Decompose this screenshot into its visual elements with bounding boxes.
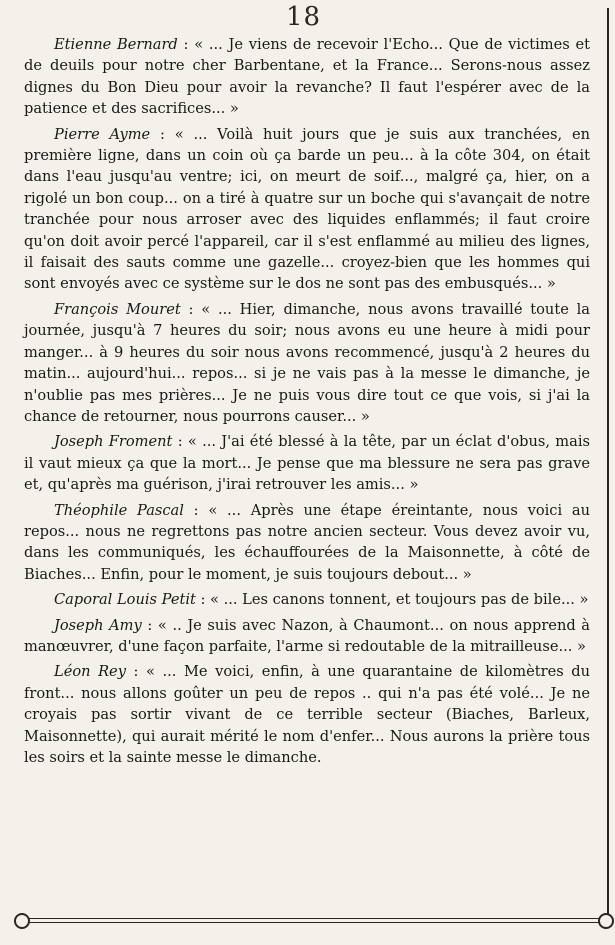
letter-entry [24,615,590,658]
corner-ornament-right [598,913,614,929]
letter-entry [24,661,590,768]
letter-text: : « ... Me voici, enfin, à une quarantaine de kilomètres du front... nous allons goûter un peu de repos .. qui n'a pas été volé... Je ne croyais pas sortir vivant de ce terrible secteur (Biaches, Barleux, Maisonnette), qui aurait mérité le nom d'enfer... Nous aurons la prière tous les soirs et la sainte messe le dimanche. [24,663,590,766]
letter-entry [24,500,590,586]
frame-border-right [607,8,609,920]
corner-ornament-left [14,913,30,929]
letters-excerpts [24,34,590,772]
page-number: 18 [286,2,322,32]
letter-text: : « ... Après une étape éreintante, nous voici au repos... nous ne regrettons pas notre ancien secteur. Vous devez avoir vu, dans les communiqués, les échauffourées de la Maisonnette, à côté de Biaches... Enfin, pour le moment, je suis toujours debout... » [24,501,590,583]
author-name: Pierre Ayme [54,125,151,143]
letter-entry [24,589,590,610]
author-name: Léon Rey [54,663,126,681]
letter-text: : « ... Je viens de recevoir l'Echo... Que de victimes et de deuils pour notre cher Barbentane, et la France... Serons-nous assez dignes du Bon Dieu pour avoir la revanche? Il faut l'espérer avec de la patience et des sacrifices... » [24,36,590,118]
author-name: François Mouret [54,300,181,318]
letter-text: : « .. Je suis avec Nazon, à Chaumont... on nous apprend à manœuvrer, d'une façon parfaite, l'arme si redoutable de la mitrailleuse... » [24,616,590,655]
author-name: Joseph Amy [54,616,142,634]
letter-entry [24,124,590,295]
author-name: Théophile Pascal [54,501,184,519]
author-name: Etienne Bernard [54,36,178,53]
author-name: Joseph Froment [54,433,173,451]
letter-text: : « ... Les canons tonnent, et toujours pas de bile... » [195,591,589,609]
letter-entry [24,431,590,495]
letter-text: : « ... J'ai été blessé à la tête, par un éclat d'obus, mais il vaut mieux ça que la mort... Je pense que ma blessure ne sera pas grave et, qu'après ma guérison, j'irai retrouver les amis... » [24,433,590,494]
letter-entry [24,299,590,427]
letter-text: : « ... Voilà huit jours que je suis aux tranchées, en première ligne, dans un coin où ça barde un peu... à la côte 304, on était dans l'eau jusqu'au ventre; ici, on meurt de soif..., malgré ça, hier, on a rigolé un bon coup... on a tiré à quatre sur un boche qui s'avançait de notre tranchée pour nous arroser avec des liquides enflammés; il faut croire qu'on doit avoir percé l'appareil, car il s'est enflammé au milieu des lignes, il faisait des sauts comme une gazelle... croyez-bien que les hommes qui sont envoyés avec ce système sur le dos ne sont pas des embusqués... » [24,125,590,293]
letter-entry [24,34,590,120]
frame-border-bottom [18,918,609,923]
author-name: Caporal Louis Petit [54,591,196,609]
letter-text: : « ... Hier, dimanche, nous avons travaillé toute la journée, jusqu'à 7 heures du soir; nous avons eu une heure à midi pour manger... à 9 heures du soir nous avons recommencé, jusqu'à 2 heures du matin... aujourd'hui... repos... si je ne vais pas à la messe le dimanche, je n'oublie pas mes prières... Je ne puis vous dire tout ce que vois, si j'ai la chance de retourner, nous pourrons causer... » [24,300,590,425]
